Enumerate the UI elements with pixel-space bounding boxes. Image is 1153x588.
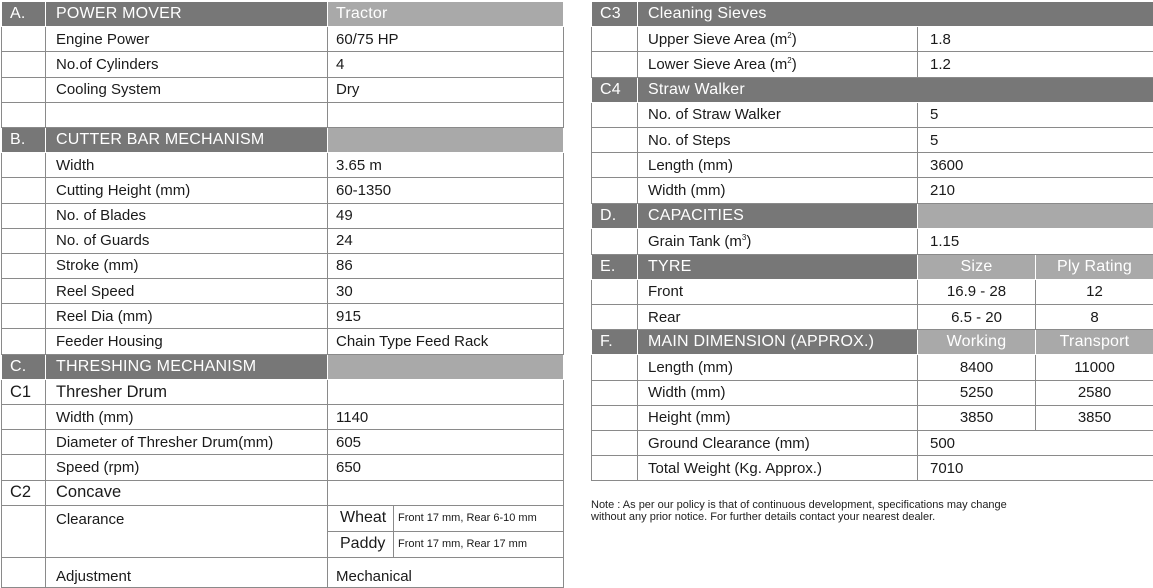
spec-value: 4	[328, 52, 564, 77]
spec-value: 60-1350	[328, 178, 564, 203]
section-code: D.	[592, 203, 638, 228]
section-value	[328, 127, 564, 152]
spec-value: 86	[328, 253, 564, 278]
table-row	[592, 127, 1153, 152]
table-row	[2, 153, 564, 178]
table-row	[592, 27, 1153, 52]
section-title: THRESHING MECHANISM	[46, 354, 328, 379]
spec-label: Engine Power	[46, 27, 328, 52]
table-row	[2, 455, 564, 480]
spec-label: Feeder Housing	[46, 329, 328, 354]
footnote	[591, 499, 1131, 523]
clearance-value: Front 17 mm, Rear 17 mm	[394, 531, 564, 557]
section-code: C.	[2, 354, 46, 379]
subsection-code: C1	[2, 379, 46, 404]
table-row	[2, 203, 564, 228]
spec-label: Reel Speed	[46, 279, 328, 304]
table-row	[592, 456, 1153, 481]
spec-label: No. of Blades	[46, 203, 328, 228]
dimension-transport: 2580	[1036, 380, 1153, 405]
spec-label: Height (mm)	[638, 405, 918, 430]
subsection-header-concave	[2, 480, 564, 505]
spec-label: Width (mm)	[638, 380, 918, 405]
spec-label: Width (mm)	[638, 178, 918, 203]
spec-label: No. of Guards	[46, 228, 328, 253]
spec-value: 1.2	[918, 52, 1153, 77]
table-row	[2, 430, 564, 455]
spec-label: Rear	[638, 305, 918, 330]
spec-label: Diameter of Thresher Drum(mm)	[46, 430, 328, 455]
tyre-ply: 12	[1036, 279, 1153, 304]
table-row	[2, 52, 564, 77]
spec-value: 60/75 HP	[328, 27, 564, 52]
table-row	[2, 505, 564, 531]
spec-value: 49	[328, 203, 564, 228]
column-header: Size	[918, 254, 1036, 279]
section-header-cutter-bar	[2, 127, 564, 152]
spec-label: Length (mm)	[638, 153, 918, 178]
spec-value: 605	[328, 430, 564, 455]
spec-value: 210	[918, 178, 1153, 203]
spec-label: Adjustment	[46, 557, 328, 587]
section-value: Tractor	[328, 2, 564, 27]
tyre-ply: 8	[1036, 305, 1153, 330]
section-title: Straw Walker	[638, 77, 1153, 102]
section-title: Cleaning Sieves	[638, 2, 1153, 27]
table-row	[2, 27, 564, 52]
table-row	[592, 178, 1153, 203]
spec-value: 500	[918, 431, 1153, 456]
subsection-header-thresher-drum	[2, 379, 564, 404]
section-code: C3	[592, 2, 638, 27]
spec-label: Total Weight (Kg. Approx.)	[638, 456, 918, 481]
spec-value: 915	[328, 304, 564, 329]
section-title: MAIN DIMENSION (APPROX.)	[638, 330, 918, 355]
section-title: CUTTER BAR MECHANISM	[46, 127, 328, 152]
spec-label: Lower Sieve Area $(m^2)$	[638, 52, 918, 77]
spec-label: Upper Sieve Area $(m^2)$	[638, 27, 918, 52]
spec-value: 5	[918, 102, 1153, 127]
section-header-power-mover	[2, 2, 564, 27]
spec-label: Clearance	[46, 505, 328, 557]
table-row	[592, 355, 1153, 380]
spec-label: Ground Clearance (mm)	[638, 431, 918, 456]
spec-value: 1.8	[918, 27, 1153, 52]
section-title: TYRE	[638, 254, 918, 279]
spec-label: Front	[638, 279, 918, 304]
table-row	[592, 153, 1153, 178]
spec-value: 30	[328, 279, 564, 304]
right-spec-table	[591, 1, 1153, 481]
spec-label: No. of Steps	[638, 127, 918, 152]
section-header-main-dimension	[592, 330, 1153, 355]
spec-value: 650	[328, 455, 564, 480]
column-header: Ply Rating	[1036, 254, 1153, 279]
spec-label: Speed (rpm)	[46, 455, 328, 480]
spec-value: 5	[918, 127, 1153, 152]
table-row	[592, 431, 1153, 456]
section-header-capacities	[592, 203, 1153, 228]
spec-value: Mechanical	[328, 557, 564, 587]
spec-label: Reel Dia (mm)	[46, 304, 328, 329]
section-value	[328, 354, 564, 379]
spec-label: Cutting Height (mm)	[46, 178, 328, 203]
spec-label: Cooling System	[46, 77, 328, 102]
table-row	[592, 405, 1153, 430]
dimension-working: 8400	[918, 355, 1036, 380]
spec-value: Dry	[328, 77, 564, 102]
section-title: POWER MOVER	[46, 2, 328, 27]
spec-label: Stroke (mm)	[46, 253, 328, 278]
section-code: C4	[592, 77, 638, 102]
spec-value: 1140	[328, 405, 564, 430]
section-code: B.	[2, 127, 46, 152]
table-row	[2, 329, 564, 354]
dimension-transport: 11000	[1036, 355, 1153, 380]
left-spec-table	[1, 1, 564, 588]
dimension-working: 3850	[918, 405, 1036, 430]
table-row	[592, 380, 1153, 405]
table-row	[2, 253, 564, 278]
section-header-straw-walker	[592, 77, 1153, 102]
dimension-transport: 3850	[1036, 405, 1153, 430]
dimension-working: 5250	[918, 380, 1036, 405]
table-row	[2, 178, 564, 203]
spec-label: Width	[46, 153, 328, 178]
subsection-code: C2	[2, 480, 46, 505]
section-title: CAPACITIES	[638, 203, 918, 228]
spec-label: No. of Straw Walker	[638, 102, 918, 127]
spec-label: Width (mm)	[46, 405, 328, 430]
spec-label: No.of Cylinders	[46, 52, 328, 77]
column-header: Transport	[1036, 330, 1153, 355]
table-row	[592, 102, 1153, 127]
table-row	[2, 77, 564, 102]
table-row-empty	[2, 102, 564, 127]
spec-label: Grain Tank $(m^3)$	[638, 228, 918, 254]
footnote-line: without any prior notice. For further details contact your nearest dealer.	[591, 511, 1131, 523]
section-header-threshing	[2, 354, 564, 379]
subsection-title: Thresher Drum	[46, 379, 328, 404]
table-row	[2, 279, 564, 304]
spec-value: 24	[328, 228, 564, 253]
table-row	[2, 557, 564, 587]
crop-label: Wheat	[328, 505, 394, 531]
table-row	[592, 52, 1153, 77]
table-row	[2, 304, 564, 329]
subsection-title: Concave	[46, 480, 328, 505]
spec-value: 3.65 m	[328, 153, 564, 178]
section-header-tyre	[592, 254, 1153, 279]
column-header: Working	[918, 330, 1036, 355]
spec-value: 7010	[918, 456, 1153, 481]
section-code: E.	[592, 254, 638, 279]
table-row	[592, 305, 1153, 330]
footnote-line: Note : As per our policy is that of continuous development, specifications may change	[591, 499, 1131, 511]
section-code: A.	[2, 2, 46, 27]
table-row	[2, 405, 564, 430]
tyre-size: 16.9 - 28	[918, 279, 1036, 304]
table-row	[592, 279, 1153, 304]
table-row	[2, 228, 564, 253]
section-value	[918, 203, 1153, 228]
crop-label: Paddy	[328, 531, 394, 557]
section-code: F.	[592, 330, 638, 355]
spec-value: Chain Type Feed Rack	[328, 329, 564, 354]
spec-label: Length (mm)	[638, 355, 918, 380]
clearance-value: Front 17 mm, Rear 6-10 mm	[394, 505, 564, 531]
spec-value: 3600	[918, 153, 1153, 178]
section-header-cleaning-sieves	[592, 2, 1153, 27]
spec-value: 1.15	[918, 228, 1153, 254]
tyre-size: 6.5 - 20	[918, 305, 1036, 330]
table-row	[592, 228, 1153, 254]
